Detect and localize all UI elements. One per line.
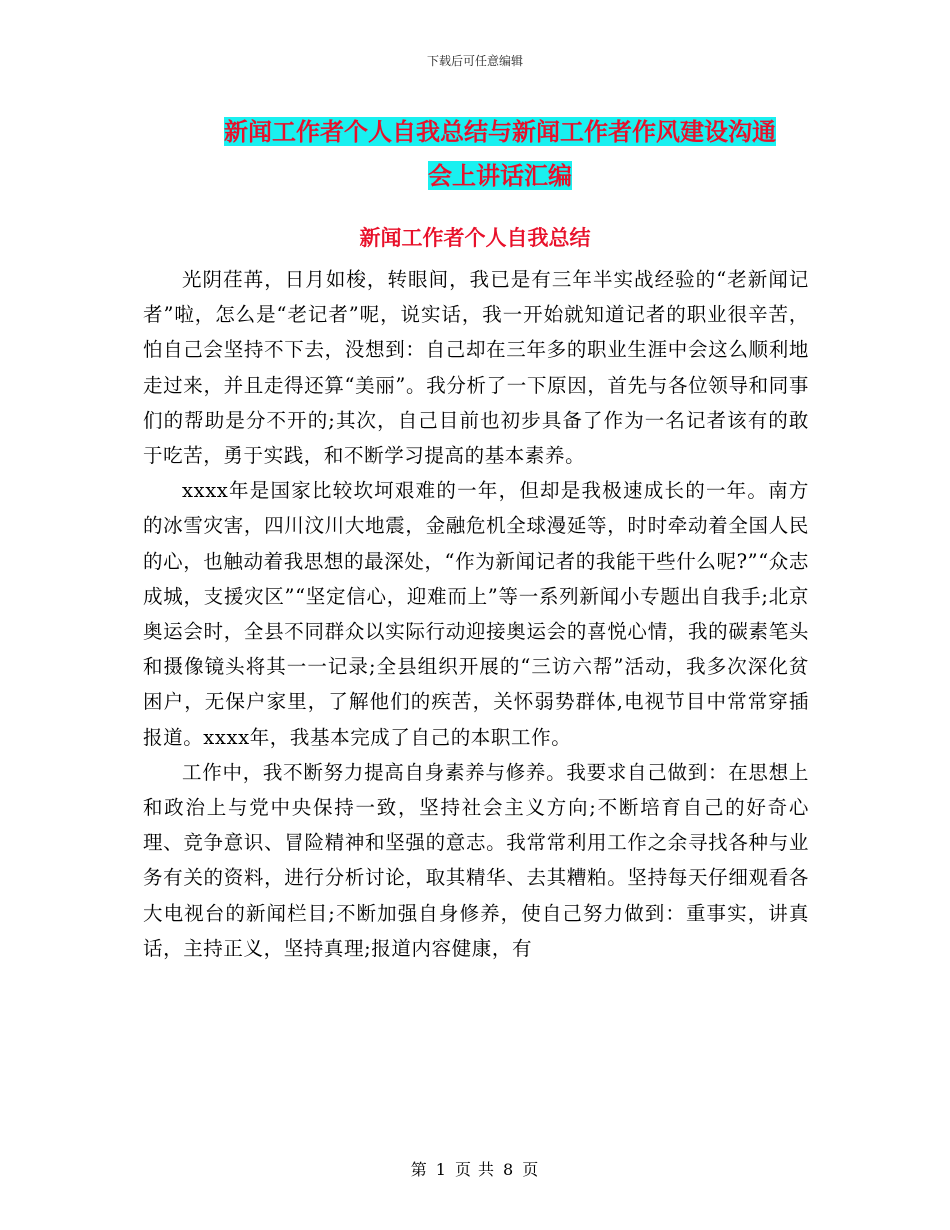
title-line-2: 会上讲话汇编 (428, 161, 572, 190)
section-heading: 新闻工作者个人自我总结 (359, 225, 591, 250)
title-line-1: 新闻工作者个人自我总结与新闻工作者作风建设沟通 (224, 117, 776, 146)
document-body (143, 262, 809, 966)
footer-prefix: 第 (410, 1160, 428, 1179)
footer-suffix: 页 (522, 1160, 540, 1179)
document-title (140, 110, 860, 198)
total-pages: 8 (503, 1160, 515, 1179)
paragraph: 工作中，我不断努力提高自身素养与修养。我要求自己做到：在思想上和政治上与党中央保持一致，坚持社会主义方向;不断培育自己的好奇心理、竞争意识、冒险精神和坚强的意志。我常常利用工作之余寻找各种与业务有关的资料，进行分析讨论，取其精华、去其糟粕。坚持每天仔细观看各大电视台的新闻栏目;不断加强自身修养，使自己努力做到：重事实，讲真话，主持正义，坚持真理;报道内容健康，有 (143, 760, 809, 960)
page-number: 1 (435, 1160, 447, 1179)
footer-mid: 页 共 (454, 1160, 496, 1179)
paragraph: 光阴荏苒，日月如梭，转眼间，我已是有三年半实战经验的“老新闻记者”啦，怎么是“老记者”呢，说实话，我一开始就知道记者的职业很辛苦，怕自己会坚持不下去，没想到：自己却在三年多的职业生涯中会这么顺利地走过来，并且走得还算“美丽”。我分析了一下原因，首先与各位领导和同事们的帮助是分不开的;其次，自己目前也初步具备了作为一名记者该有的敢于吃苦，勇于实践，和不断学习提高的基本素养。 (143, 268, 809, 468)
page-footer (0, 1157, 950, 1180)
header-note: 下载后可任意编辑 (426, 54, 523, 68)
paragraph: xxxx年是国家比较坎坷艰难的一年，但却是我极速成长的一年。南方的冰雪灾害，四川汶川大地震，金融危机全球漫延等，时时牵动着全国人民的心，也触动着我思想的最深处，“作为新闻记者的我能干些什么呢?”“众志成城，支援灾区”“坚定信心，迎难而上”等一系列新闻小专题出自我手;北京奥运会时，全县不同群众以实际行动迎接奥运会的喜悦心情，我的碳素笔头和摄像镜头将其一一记录;全县组织开展的“三访六帮”活动，我多次深化贫困户，无保户家里，了解他们的疾苦，关怀弱势群体,电视节目中常常穿插报道。xxxx年，我基本完成了自己的本职工作。 (143, 479, 809, 749)
